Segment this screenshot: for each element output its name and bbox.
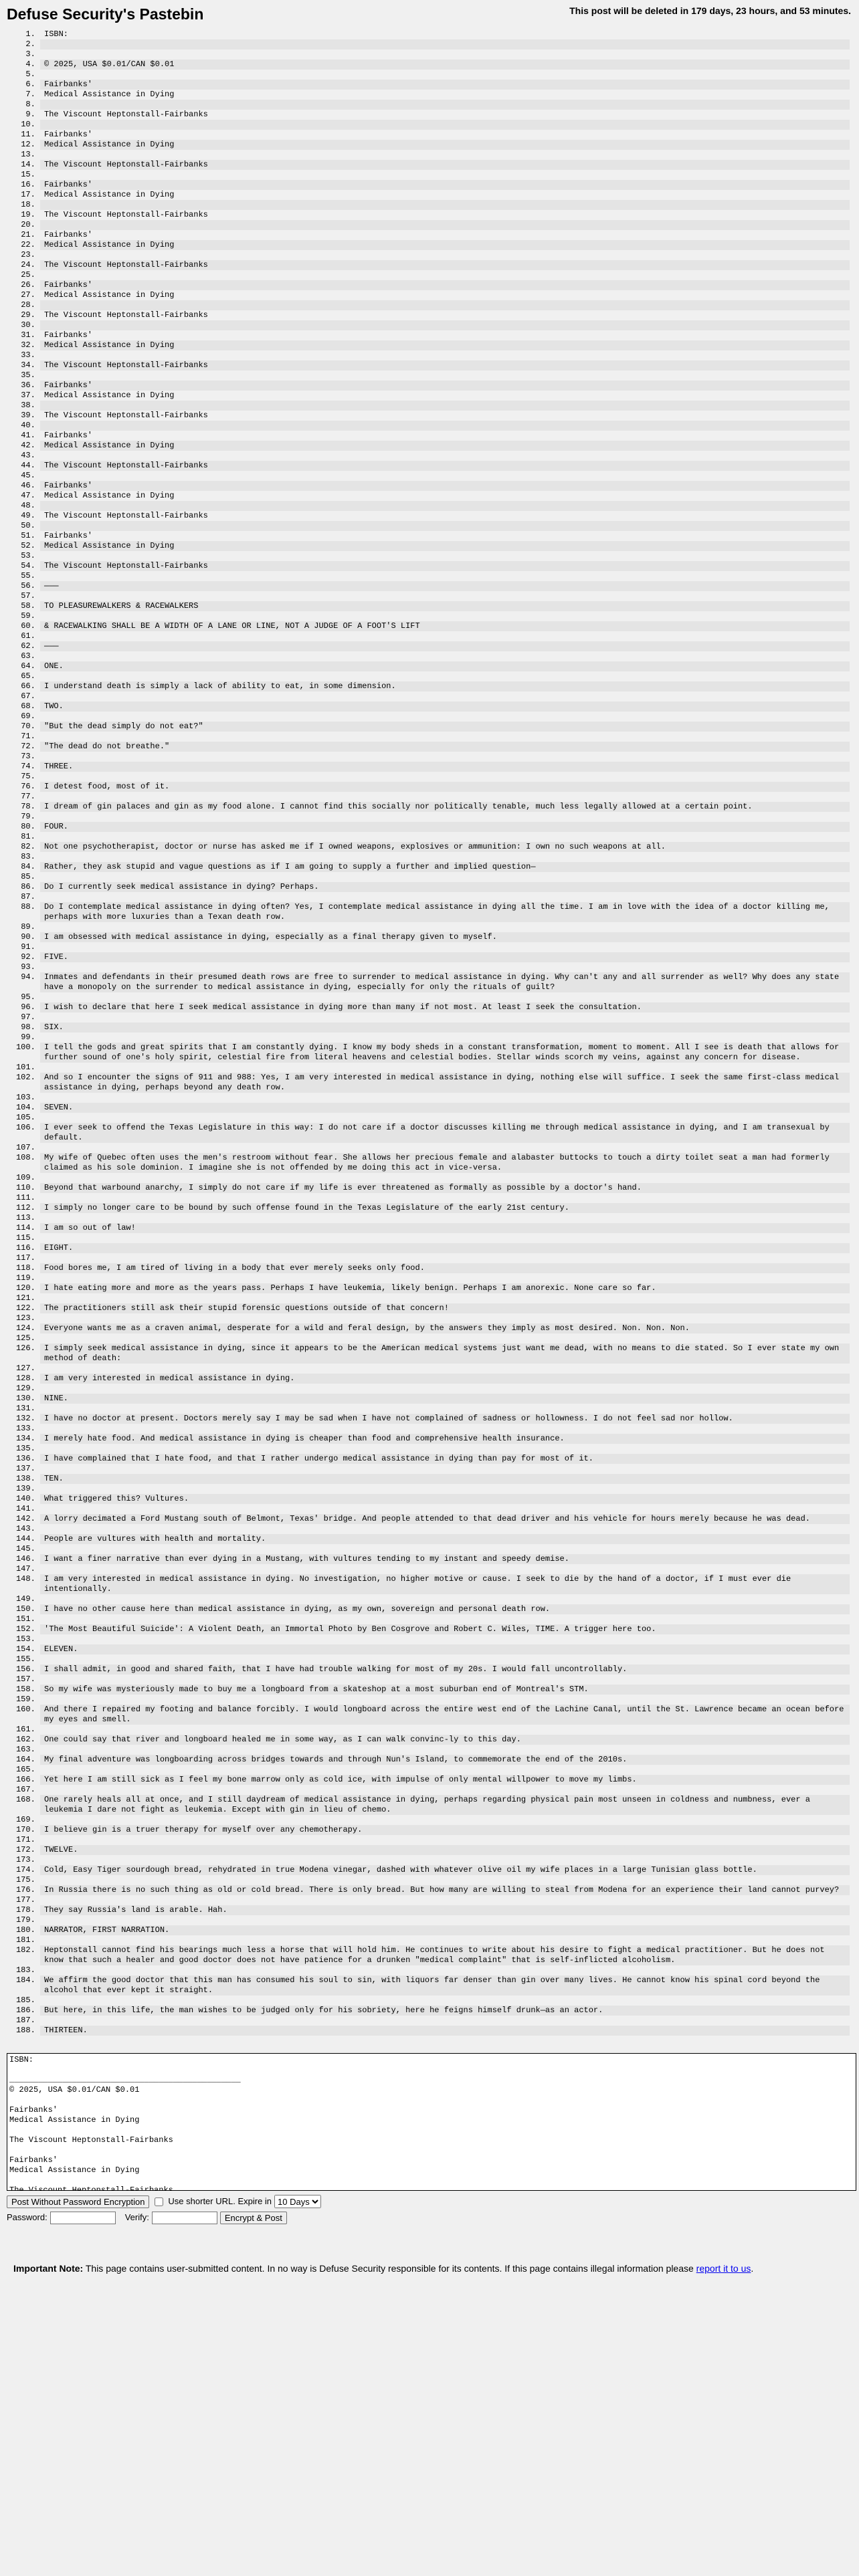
paste-line bbox=[40, 1564, 850, 1574]
paste-line: 56. ——— bbox=[40, 581, 850, 591]
important-notice bbox=[13, 2263, 859, 2274]
paste-line bbox=[40, 170, 850, 180]
paste-line: 68. TWO. bbox=[40, 702, 850, 712]
paste-line: 16. Fairbanks' bbox=[40, 180, 850, 190]
paste-line: 170. I believe gin is a truer therapy for myself over any chemotherapy. bbox=[40, 1825, 850, 1835]
paste-line bbox=[40, 792, 850, 802]
paste-line: 122. The practitioners still ask their stupid forensic questions outside of that concern! bbox=[40, 1303, 850, 1313]
paste-line bbox=[40, 651, 850, 661]
paste-line: 66. I understand death is simply a lack of ability to eat, in some dimension. bbox=[40, 681, 850, 691]
paste-line bbox=[40, 1544, 850, 1554]
paste-line: 44. The Viscount Heptonstall-Fairbanks bbox=[40, 461, 850, 471]
paste-line: 138. TEN. bbox=[40, 1474, 850, 1484]
paste-line bbox=[40, 2016, 850, 2026]
paste-line: 51. Fairbanks' bbox=[40, 531, 850, 541]
paste-line bbox=[40, 1765, 850, 1775]
paste-line: 94. Inmates and defendants in their presumed death rows are free to surrender to medical assistance in dying. Why can't any and all surrender as well? Why does any state have a monopoly on the surrender to medical assistance in dying, especially for only the rituals of guilt? bbox=[40, 972, 850, 992]
password-label: Password: bbox=[7, 2212, 47, 2222]
paste-line bbox=[40, 70, 850, 80]
paste-line: 24. The Viscount Heptonstall-Fairbanks bbox=[40, 260, 850, 270]
page-title: Defuse Security's Pastebin bbox=[7, 5, 204, 23]
paste-line: 150. I have no other cause here than medical assistance in dying, as my own, sovereign and personal death row. bbox=[40, 1604, 850, 1614]
paste-line: 186. But here, in this life, the man wishes to be judged only for his sobriety, here he feigns himself drunk—as an actor. bbox=[40, 2006, 850, 2016]
paste-line: 92. FIVE. bbox=[40, 952, 850, 962]
paste-line: 98. SIX. bbox=[40, 1023, 850, 1033]
paste-line: 132. I have no doctor at present. Doctors merely say I may be sad when I have not complained of sadness or hollowness. I do not feel sad nor hollow. bbox=[40, 1414, 850, 1424]
paste-line: 82. Not one psychotherapist, doctor or nurse has asked me if I owned weapons, explosives or ammunition: I own no such weapons at all. bbox=[40, 842, 850, 852]
paste-line: 47. Medical Assistance in Dying bbox=[40, 491, 850, 501]
paste-line bbox=[40, 1935, 850, 1945]
paste-line bbox=[40, 501, 850, 511]
paste-line: 154. ELEVEN. bbox=[40, 1644, 850, 1654]
paste-line bbox=[40, 451, 850, 461]
paste-line: 49. The Viscount Heptonstall-Fairbanks bbox=[40, 511, 850, 521]
paste-line: 14. The Viscount Heptonstall-Fairbanks bbox=[40, 160, 850, 170]
paste-line bbox=[40, 1895, 850, 1905]
paste-line: 21. Fairbanks' bbox=[40, 230, 850, 240]
paste-line: 116. EIGHT. bbox=[40, 1243, 850, 1253]
encrypt-post-button[interactable]: Encrypt & Post bbox=[220, 2212, 287, 2224]
paste-line: 36. Fairbanks' bbox=[40, 381, 850, 391]
paste-line: 158. So my wife was mysteriously made to buy me a longboard from a skateshop at a most suburban end of Montreal's STM. bbox=[40, 1685, 850, 1695]
notice-text: This page contains user-submitted content. In no way is Defuse Security responsible for its contents. If this page contains illegal information please bbox=[83, 2263, 696, 2274]
paste-line bbox=[40, 1654, 850, 1665]
paste-line bbox=[40, 571, 850, 581]
notice-heading: Important Note: bbox=[13, 2263, 84, 2274]
paste-line bbox=[40, 712, 850, 722]
paste-line: 168. One rarely heals all at once, and I still daydream of medical assistance in dying, perhaps regarding physical pain most unseen in coldness and numbness, ever a leukemia I dare not fight as leukemia. Except with gin in lieu of chemo. bbox=[40, 1795, 850, 1815]
paste-line: 37. Medical Assistance in Dying bbox=[40, 391, 850, 401]
paste-line bbox=[40, 1745, 850, 1755]
paste-line: 112. I simply no longer care to be bound by such offense found in the Texas Legislature of the early 21st century. bbox=[40, 1203, 850, 1213]
paste-line bbox=[40, 1364, 850, 1374]
paste-line: 64. ONE. bbox=[40, 661, 850, 671]
paste-line bbox=[40, 1404, 850, 1414]
paste-line bbox=[40, 1524, 850, 1534]
paste-line: 88. Do I contemplate medical assistance in dying often? Yes, I contemplate medical assistance in dying all the time. I am in love with the idea of a doctor killing me, perhaps with more luxuries than a Texan death row. bbox=[40, 902, 850, 922]
paste-line bbox=[40, 772, 850, 782]
verify-field[interactable] bbox=[152, 2212, 217, 2224]
paste-line bbox=[40, 691, 850, 702]
paste-line bbox=[40, 551, 850, 561]
paste-line bbox=[40, 1293, 850, 1303]
paste-line: 58. TO PLEASUREWALKERS & RACEWALKERS bbox=[40, 601, 850, 611]
paste-line bbox=[40, 49, 850, 60]
paste-line bbox=[40, 942, 850, 952]
paste-line: 9. The Viscount Heptonstall-Fairbanks bbox=[40, 110, 850, 120]
paste-line: 134. I merely hate food. And medical assistance in dying is cheaper than food and comprehensive health insurance. bbox=[40, 1434, 850, 1444]
paste-line bbox=[40, 962, 850, 972]
paste-line: 152. 'The Most Beautiful Suicide': A Violent Death, an Immortal Photo by Ben Cosgrove and Robert C. Wiles, TIME. A trigger here too. bbox=[40, 1624, 850, 1634]
paste-line bbox=[40, 812, 850, 822]
notice-end: . bbox=[751, 2263, 754, 2274]
paste-line: 11. Fairbanks' bbox=[40, 130, 850, 140]
paste-line bbox=[40, 1273, 850, 1283]
paste-line: 52. Medical Assistance in Dying bbox=[40, 541, 850, 551]
paste-line: 182. Heptonstall cannot find his bearings much less a horse that will hold him. He continues to write about his desire to fight a medical practitioner. But he does not know that such a healer and good doctor does not have patience for a drunken "medical complaint" that is self-inflicted alcoholism. bbox=[40, 1945, 850, 1965]
paste-line bbox=[40, 521, 850, 531]
paste-line bbox=[40, 1063, 850, 1073]
paste-line: 39. The Viscount Heptonstall-Fairbanks bbox=[40, 411, 850, 421]
paste-line bbox=[40, 1143, 850, 1153]
paste-line bbox=[40, 1484, 850, 1494]
paste-line bbox=[40, 1614, 850, 1624]
paste-line bbox=[40, 100, 850, 110]
paste-line: 140. What triggered this? Vultures. bbox=[40, 1494, 850, 1504]
paste-line bbox=[40, 150, 850, 160]
paste-line bbox=[40, 471, 850, 481]
paste-line bbox=[40, 1113, 850, 1123]
paste-line: 136. I have complained that I hate food, and that I rather undergo medical assistance in dying than pay for most of it. bbox=[40, 1454, 850, 1464]
paste-line: 106. I ever seek to offend the Texas Legislature in this way: I do not care if a doctor discusses killing me through medical assistance in dying, and I am transexual by default. bbox=[40, 1123, 850, 1143]
paste-line bbox=[40, 591, 850, 601]
paste-line: 144. People are vultures with health and mortality. bbox=[40, 1534, 850, 1544]
paste-line: 128. I am very interested in medical assistance in dying. bbox=[40, 1374, 850, 1384]
paste-line bbox=[40, 200, 850, 210]
paste-line: 176. In Russia there is no such thing as old or cold bread. There is only bread. But how many are willing to steal from Modena for an experience their land cannot purvey? bbox=[40, 1885, 850, 1895]
paste-line: 166. Yet here I am still sick as I feel my bone marrow only as cold ice, with impulse of only mental willpower to move my limbs. bbox=[40, 1775, 850, 1785]
paste-line bbox=[40, 1634, 850, 1644]
paste-line bbox=[40, 1464, 850, 1474]
paste-line: 126. I simply seek medical assistance in dying, since it appears to be the American medical systems just want me dead, with no means to die stated. So I ever state my own method of death: bbox=[40, 1344, 850, 1364]
paste-line bbox=[40, 1033, 850, 1043]
paste-line bbox=[40, 1675, 850, 1685]
paste-line: 6. Fairbanks' bbox=[40, 80, 850, 90]
paste-line: 178. They say Russia's land is arable. Hah. bbox=[40, 1905, 850, 1915]
post-without-encryption-button[interactable]: Post Without Password Encryption bbox=[7, 2195, 149, 2208]
paste-line: 114. I am so out of law! bbox=[40, 1223, 850, 1233]
paste-line bbox=[40, 1233, 850, 1243]
paste-line: 164. My final adventure was longboarding across bridges towards and through Nun's Island, to commemorate the end of the 2010s. bbox=[40, 1755, 850, 1765]
paste-line bbox=[40, 922, 850, 932]
verify-label: Verify: bbox=[124, 2212, 149, 2222]
shorter-url-checkbox[interactable] bbox=[155, 2197, 163, 2206]
paste-line: 118. Food bores me, I am tired of living in a body that ever merely seeks only food. bbox=[40, 1263, 850, 1273]
paste-line: 32. Medical Assistance in Dying bbox=[40, 340, 850, 350]
paste-content bbox=[0, 29, 859, 2036]
paste-line: 156. I shall admit, in good and shared faith, that I have had trouble walking for most of my 20s. I would fall uncontrollably. bbox=[40, 1665, 850, 1675]
paste-line bbox=[40, 1253, 850, 1263]
paste-line: 160. And there I repaired my footing and balance forcibly. I would longboard across the entire west end of the Lachine Canal, until the St. Lawrence became an ocean before my eyes and smell. bbox=[40, 1705, 850, 1725]
shorter-url-label: Use shorter URL. Expire in bbox=[168, 2196, 272, 2206]
paste-line bbox=[40, 1444, 850, 1454]
paste-line: 90. I am obsessed with medical assistance in dying, especially as a final therapy given to myself. bbox=[40, 932, 850, 942]
paste-line: 4. © 2025, USA $0.01/CAN $0.01 bbox=[40, 60, 850, 70]
paste-line: 174. Cold, Easy Tiger sourdough bread, rehydrated in true Modena vinegar, dashed with whatever olive oil my wife places in a large Tunisian glass bottle. bbox=[40, 1865, 850, 1875]
paste-line: 104. SEVEN. bbox=[40, 1103, 850, 1113]
paste-line bbox=[40, 1725, 850, 1735]
paste-line bbox=[40, 220, 850, 230]
paste-line: 17. Medical Assistance in Dying bbox=[40, 190, 850, 200]
paste-line bbox=[40, 1193, 850, 1203]
paste-line bbox=[40, 250, 850, 260]
paste-line: 76. I detest food, most of it. bbox=[40, 782, 850, 792]
paste-editor[interactable] bbox=[7, 2053, 856, 2191]
paste-line: 12. Medical Assistance in Dying bbox=[40, 140, 850, 150]
paste-line: 188. THIRTEEN. bbox=[40, 2026, 850, 2036]
paste-line bbox=[40, 401, 850, 411]
paste-line: 26. Fairbanks' bbox=[40, 280, 850, 290]
paste-line: 42. Medical Assistance in Dying bbox=[40, 441, 850, 451]
paste-line bbox=[40, 1965, 850, 1975]
paste-line: 100. I tell the gods and great spirits that I am constantly dying. I know my body sheds in a constant transformation, moment to moment. All I see is death that allows for further sound of one's holy spirit, celestial fire from literal heavens and celestial bodies. Stellar winds scorch my veins, against any concern for disease. bbox=[40, 1043, 850, 1063]
password-field[interactable] bbox=[50, 2212, 116, 2224]
paste-line bbox=[40, 1213, 850, 1223]
paste-line bbox=[40, 370, 850, 381]
paste-line: 19. The Viscount Heptonstall-Fairbanks bbox=[40, 210, 850, 220]
paste-line: 27. Medical Assistance in Dying bbox=[40, 290, 850, 300]
paste-line: 184. We affirm the good doctor that this man has consumed his soul to sin, with liquors far denser than gin over many lives. He cannot know his spinal cord beyond the alcohol that ever kept it straight. bbox=[40, 1975, 850, 1996]
paste-line bbox=[40, 1504, 850, 1514]
paste-line: 142. A lorry decimated a Ford Mustang south of Belmont, Texas' bridge. And people attended to that dead driver and his vehicle for hours merely because he was dead. bbox=[40, 1514, 850, 1524]
paste-line bbox=[40, 1835, 850, 1845]
paste-line bbox=[40, 1093, 850, 1103]
paste-line: 120. I hate eating more and more as the years pass. Perhaps I have leukemia, likely benign. Perhaps I am anorexic. None care so far. bbox=[40, 1283, 850, 1293]
paste-line bbox=[40, 611, 850, 621]
paste-line bbox=[40, 631, 850, 641]
paste-line bbox=[40, 1815, 850, 1825]
paste-line: 22. Medical Assistance in Dying bbox=[40, 240, 850, 250]
paste-line: 130. NINE. bbox=[40, 1394, 850, 1404]
paste-line: 110. Beyond that warbound anarchy, I simply do not care if my life is ever threatened as formally as possible by a doctor's hand. bbox=[40, 1183, 850, 1193]
paste-line: 96. I wish to declare that here I seek medical assistance in dying more than many if not most. At least I seek the consultation. bbox=[40, 1002, 850, 1012]
paste-line: 84. Rather, they ask stupid and vague questions as if I am going to supply a further and implied question— bbox=[40, 862, 850, 872]
paste-line bbox=[40, 1996, 850, 2006]
paste-line bbox=[40, 1695, 850, 1705]
paste-line bbox=[40, 1313, 850, 1323]
post-controls bbox=[7, 2193, 859, 2226]
paste-line: 34. The Viscount Heptonstall-Fairbanks bbox=[40, 360, 850, 370]
paste-line: 108. My wife of Quebec often uses the men's restroom without fear. She allows her precious female and alabaster buttocks to touch a dirty toilet seat a man had formerly claimed as his sole dominion. I imagine she is not offended by me doing this act in vice-versa. bbox=[40, 1153, 850, 1173]
paste-line: 1. ISBN: bbox=[40, 29, 850, 39]
paste-line bbox=[40, 1875, 850, 1885]
paste-line: 80. FOUR. bbox=[40, 822, 850, 832]
paste-line: 172. TWELVE. bbox=[40, 1845, 850, 1855]
paste-line bbox=[40, 1855, 850, 1865]
paste-line: 62. ——— bbox=[40, 641, 850, 651]
paste-line: 29. The Viscount Heptonstall-Fairbanks bbox=[40, 310, 850, 320]
paste-line bbox=[40, 732, 850, 742]
paste-line: 46. Fairbanks' bbox=[40, 481, 850, 491]
paste-line bbox=[40, 320, 850, 330]
paste-line: 102. And so I encounter the signs of 911 and 988: Yes, I am very interested in medical assistance in dying, nothing else will suffice. I seek the same first-class medical assistance in dying, perhaps beyond any death row. bbox=[40, 1073, 850, 1093]
paste-line: 31. Fairbanks' bbox=[40, 330, 850, 340]
paste-line: 146. I want a finer narrative than ever dying in a Mustang, with vultures tending to my instant and speedy demise. bbox=[40, 1554, 850, 1564]
paste-line: 54. The Viscount Heptonstall-Fairbanks bbox=[40, 561, 850, 571]
paste-line bbox=[40, 752, 850, 762]
paste-line bbox=[40, 1594, 850, 1604]
paste-line bbox=[40, 1785, 850, 1795]
paste-line bbox=[40, 1012, 850, 1023]
report-link[interactable]: report it to us bbox=[696, 2263, 751, 2274]
paste-line bbox=[40, 892, 850, 902]
paste-line bbox=[40, 350, 850, 360]
paste-line bbox=[40, 992, 850, 1002]
paste-line bbox=[40, 1333, 850, 1344]
paste-line: 180. NARRATOR, FIRST NARRATION. bbox=[40, 1925, 850, 1935]
paste-line bbox=[40, 832, 850, 842]
paste-line bbox=[40, 421, 850, 431]
paste-line bbox=[40, 872, 850, 882]
paste-line: 124. Everyone wants me as a craven animal, desperate for a wild and feral design, by the answers they imply as most desired. Non. Non. Non. bbox=[40, 1323, 850, 1333]
paste-line: 7. Medical Assistance in Dying bbox=[40, 90, 850, 100]
paste-line bbox=[40, 671, 850, 681]
password-row bbox=[7, 2210, 859, 2226]
paste-line bbox=[40, 1915, 850, 1925]
paste-line: 70. "But the dead simply do not eat?" bbox=[40, 722, 850, 732]
paste-line bbox=[40, 852, 850, 862]
expiry-notice: This post will be deleted in 179 days, 23 hours, and 53 minutes. bbox=[569, 5, 851, 16]
paste-line: 148. I am very interested in medical assistance in dying. No investigation, no higher motive or cause. I seek to die by the hand of a doctor, if I must ever die intentionally. bbox=[40, 1574, 850, 1594]
paste-line bbox=[40, 300, 850, 310]
paste-line bbox=[40, 39, 850, 49]
paste-line: 72. "The dead do not breathe." bbox=[40, 742, 850, 752]
expire-select[interactable] bbox=[274, 2195, 321, 2208]
paste-line: 74. THREE. bbox=[40, 762, 850, 772]
paste-line bbox=[40, 1173, 850, 1183]
paste-line: 60. & RACEWALKING SHALL BE A WIDTH OF A LANE OR LINE, NOT A JUDGE OF A FOOT'S LIFT bbox=[40, 621, 850, 631]
paste-line: 41. Fairbanks' bbox=[40, 431, 850, 441]
paste-line bbox=[40, 1384, 850, 1394]
paste-line bbox=[40, 270, 850, 280]
paste-line bbox=[40, 120, 850, 130]
paste-line: 162. One could say that river and longboard healed me in some way, as I can walk convinc-ly to this day. bbox=[40, 1735, 850, 1745]
paste-line: 78. I dream of gin palaces and gin as my food alone. I cannot find this socially nor politically tenable, much less legally allowed at a certain point. bbox=[40, 802, 850, 812]
paste-line bbox=[40, 1424, 850, 1434]
post-row bbox=[7, 2193, 859, 2210]
header bbox=[0, 0, 859, 29]
paste-line: 86. Do I currently seek medical assistance in dying? Perhaps. bbox=[40, 882, 850, 892]
